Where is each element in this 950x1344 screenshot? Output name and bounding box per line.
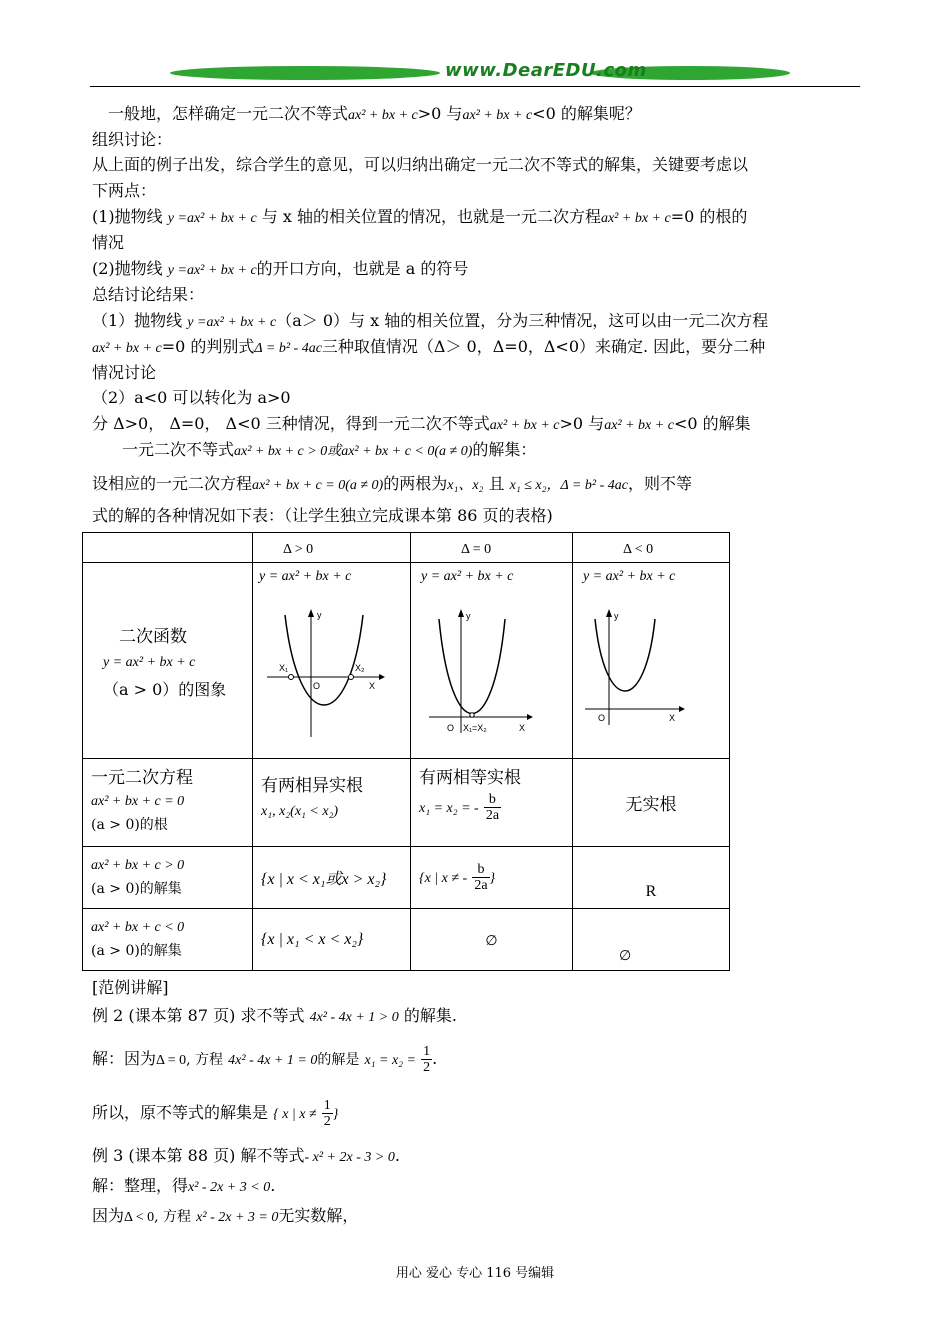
text: . (394, 1146, 400, 1165)
text: (2)抛物线 (92, 259, 163, 278)
math: ax² + bx + c (462, 108, 533, 123)
math: ax² + bx + c = 0(a ≠ 0) (252, 478, 384, 493)
empty-set-icon: ∅ (485, 933, 498, 949)
text-line: 下两点： (92, 181, 157, 200)
text: 所以，原不等式的解集是 (92, 1103, 269, 1122)
fraction (322, 1098, 333, 1129)
label: O (447, 723, 455, 733)
math: - x² + 2x - 3 > 0 (304, 1150, 395, 1165)
parabola-curve (285, 615, 363, 705)
y-arrow (606, 609, 612, 617)
table-cell (253, 563, 411, 759)
math: ax² + bx + c (489, 418, 560, 433)
section-title: [范例讲解] (92, 978, 169, 997)
text: 分 Δ>0， Δ=0， Δ<0 三种情况，得到一元二次不等式 (92, 414, 490, 433)
table-cell: {x | x₁ < x < x₂} (253, 909, 411, 971)
math-row (419, 792, 564, 823)
math: ax² + bx + c (348, 108, 418, 123)
text: 例 3 (课本第 88 页) 解不等式 (92, 1146, 305, 1165)
empty-set-icon: ∅ (619, 948, 632, 964)
text-line (92, 1044, 437, 1075)
text: 三种取值情况（Δ＞ 0，Δ=0，Δ<0）来确定. 因此，要分二种 (321, 337, 766, 356)
solution-table (82, 532, 730, 971)
label: O (598, 713, 606, 723)
text-line (92, 1174, 275, 1200)
root-point (349, 675, 354, 680)
text: =0 的根的 (670, 207, 748, 226)
text: <0 的解集呢？ (532, 104, 641, 123)
text: 的两根为 (383, 474, 448, 493)
text: >0 与 (417, 104, 463, 123)
text: ，则不等 (627, 474, 692, 493)
site-logo: www.DearEDU.com (445, 60, 647, 81)
text-line (92, 205, 747, 231)
text-line (92, 1004, 457, 1030)
table-cell (83, 563, 253, 759)
math: y = ax² + bx + c (583, 569, 676, 584)
math: ax² + bx + c > 0或ax² + bx + c < 0(a ≠ 0) (234, 444, 473, 459)
text: （a＞ 0）与 x 轴的相关位置，分为三种情况，这可以由一元二次方程 (276, 311, 769, 330)
text: 的开口方向，也就是 a 的符号 (256, 259, 469, 278)
parabola-graph-double-root (421, 585, 566, 745)
text-line (108, 102, 641, 128)
text-line (92, 412, 751, 438)
text: 且 (488, 474, 505, 493)
math: Δ = b² - 4ac (254, 341, 322, 356)
text: 设相应的一元二次方程 (92, 474, 253, 493)
math: x² - 2x + 3 = 0 (196, 1210, 279, 1225)
text: 因为 (92, 1206, 125, 1225)
parabola-graph-two-roots (259, 585, 404, 745)
numerator: 1 (323, 1098, 331, 1113)
math: Δ > 0 (283, 541, 314, 557)
parabola-curve (439, 619, 505, 714)
text: 有两相异实根 (261, 776, 363, 796)
label: O (313, 681, 321, 691)
fraction (472, 862, 489, 893)
table-cell (83, 909, 253, 971)
label: X (669, 713, 676, 723)
text: 的解是 (317, 1052, 360, 1068)
table-row-gt (83, 847, 730, 909)
text: 与 x 轴的相关位置的情况，也就是一元二次方程 (261, 207, 601, 226)
text: 一元二次方程 (91, 768, 193, 788)
y-arrow (308, 609, 314, 617)
text: （a > 0）的图象 (103, 679, 227, 699)
math: 4x² - 4x + 1 > 0 (309, 1010, 399, 1025)
text: 一元二次不等式 (122, 440, 235, 459)
text-line: 从上面的例子出发，综合学生的意见，可以归纳出确定一元二次不等式的解集，关键要考虑以 (92, 155, 749, 174)
fraction (484, 792, 501, 823)
math: { x | x ≠ (273, 1107, 317, 1122)
table-cell (83, 533, 253, 563)
math: y = (167, 263, 187, 278)
text-line: （2）a<0 可以转化为 a>0 (92, 388, 291, 407)
label: y (614, 611, 619, 621)
math: ax² + bx + c = 0 (91, 794, 185, 809)
text: =0 的判别式 (161, 337, 255, 356)
text: 无实数解， (278, 1206, 359, 1225)
label: X₁ (279, 663, 289, 673)
text: , 方程 (154, 1209, 192, 1225)
math: Δ = 0 (461, 541, 492, 557)
math: Δ < 0 (124, 1210, 155, 1225)
math: x² - 2x + 3 < 0 (188, 1180, 271, 1195)
table-cell (411, 909, 573, 971)
table-header (253, 533, 411, 563)
denominator: 2a (485, 808, 500, 823)
y-arrow (458, 609, 464, 617)
numerator: 1 (423, 1044, 431, 1059)
header-rule (90, 86, 860, 87)
label: X₁=X₂ (463, 723, 487, 733)
table-cell (573, 909, 730, 971)
text: (a > 0)的解集 (91, 942, 182, 959)
math: y = ax² + bx + c (259, 569, 352, 584)
denominator: 2 (423, 1060, 431, 1075)
math: R (645, 882, 657, 900)
table-cell: 无实根 (573, 759, 730, 847)
text-line (92, 1204, 358, 1230)
fraction (421, 1044, 432, 1075)
math: ax² + bx + c (186, 211, 257, 226)
math: 4x² - 4x + 1 = 0 (228, 1053, 318, 1068)
table-cell (83, 847, 253, 909)
math: x₁, x₂(x₁ < x₂) (261, 804, 339, 819)
math: ax² + bx + c (186, 263, 257, 278)
table-row-roots (83, 759, 730, 847)
math: y = ax² + bx + c (103, 654, 196, 670)
math: x₁ = x₂ = - (419, 801, 479, 816)
denominator: 2a (474, 878, 488, 893)
text: 解：整理，得 (92, 1176, 189, 1195)
text-line: 总结讨论结果： (92, 285, 205, 304)
table-header (411, 533, 573, 563)
math: } (332, 1107, 339, 1122)
text: 一般地，怎样确定一元二次不等式 (108, 104, 349, 123)
text: 的解集. (403, 1006, 457, 1025)
table-cell (573, 563, 730, 759)
table-cell (411, 759, 573, 847)
text: 的解集： (472, 440, 537, 459)
x-arrow (527, 714, 533, 720)
x-arrow (379, 674, 385, 680)
text: （1）抛物线 (92, 311, 183, 330)
page-header (90, 58, 860, 94)
text-line (92, 1144, 400, 1170)
text-line (92, 1098, 338, 1129)
text: >0 与 (559, 414, 605, 433)
math: ax² + bx + c < 0 (91, 919, 185, 935)
text: (a > 0)的根 (91, 817, 168, 833)
parabola-graph-no-root (583, 585, 723, 745)
text-line (92, 257, 468, 283)
math: Δ < 0 (623, 541, 654, 557)
label: y (317, 610, 322, 620)
table-cell (573, 847, 730, 909)
text-line: 组织讨论： (92, 130, 173, 149)
x-arrow (679, 706, 685, 712)
text-line (92, 335, 765, 361)
text-line: 情况讨论 (92, 363, 157, 382)
parabola-curve (595, 619, 655, 691)
table-cell (253, 759, 411, 847)
root-point (470, 713, 474, 717)
text-line (92, 472, 692, 498)
label: X (369, 681, 376, 691)
math: {x | x ≠ - (419, 871, 468, 886)
text-line (92, 309, 768, 335)
text: 有两相等实根 (419, 768, 521, 788)
header-swoosh-left (170, 66, 440, 80)
math: y = (187, 315, 207, 330)
table-header (573, 533, 730, 563)
math: Δ = b² - 4ac (560, 478, 628, 493)
table-row-graph (83, 563, 730, 759)
label: X₂ (355, 663, 365, 673)
math: ax² + bx + c (604, 418, 674, 433)
label: y (466, 611, 471, 621)
math: y = (167, 211, 187, 226)
text: 例 2 (课本第 87 页) 求不等式 (92, 1006, 305, 1025)
math: ax² + bx + c (600, 211, 671, 226)
text: (1)抛物线 (92, 207, 163, 226)
math: x₁ = x₂ = (364, 1053, 416, 1068)
table-cell (411, 847, 573, 909)
page-footer: 用心 爱心 专心 116 号编辑 (395, 1266, 555, 1281)
text: . (270, 1176, 276, 1195)
table-cell: {x | x < x₁或x > x₂} (253, 847, 411, 909)
text: (a > 0)的解集 (91, 880, 182, 897)
math: Δ = 0 (156, 1053, 187, 1068)
denominator: 2 (323, 1114, 331, 1129)
label: X (519, 723, 526, 733)
math: } (489, 871, 496, 886)
text-line (122, 438, 536, 464)
text: , 方程 (186, 1052, 224, 1068)
math: x₁ ≤ x₂， (509, 478, 561, 493)
table-cell (411, 563, 573, 759)
text-line: 式的解的各种情况如下表：（让学生独立完成课本第 86 页的表格) (92, 506, 553, 525)
math: x₁、x₂ (447, 478, 484, 493)
math: ax² + bx + c (206, 315, 277, 330)
math: y = ax² + bx + c (421, 569, 514, 584)
root-point (289, 675, 294, 680)
numerator: b (472, 862, 489, 878)
text-line: 情况 (92, 233, 125, 252)
text: <0 的解集 (673, 414, 751, 433)
text: 二次函数 (119, 626, 187, 647)
math: ax² + bx + c (92, 341, 162, 356)
math: ax² + bx + c > 0 (91, 857, 185, 873)
table-row-lt (83, 909, 730, 971)
table-cell (83, 759, 253, 847)
table-header-row (83, 533, 730, 563)
text: . (432, 1049, 438, 1068)
numerator: b (484, 792, 501, 808)
text: 解：因为 (92, 1049, 157, 1068)
